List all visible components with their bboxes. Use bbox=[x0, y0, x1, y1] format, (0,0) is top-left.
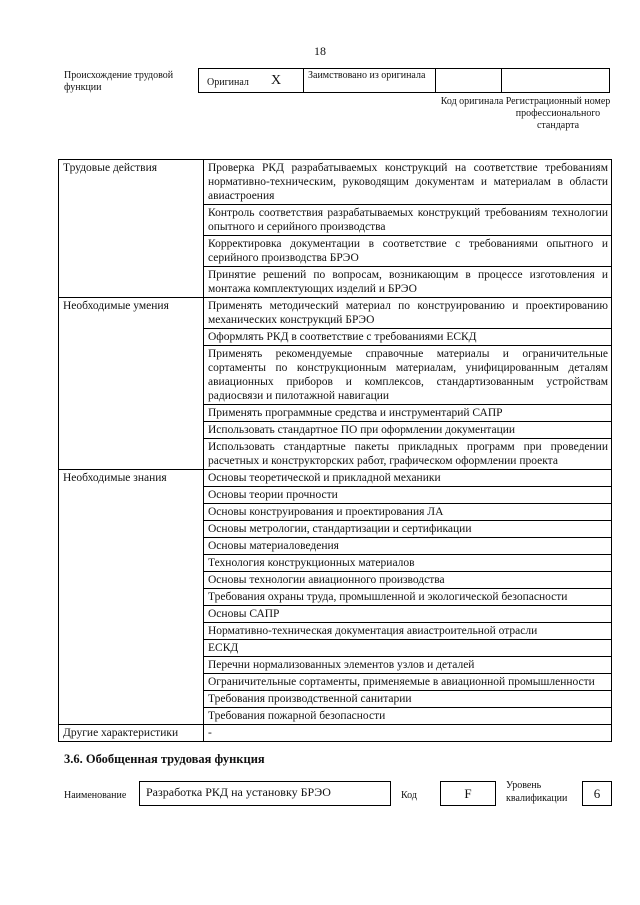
code-label: Код bbox=[401, 790, 417, 801]
origin-label: Происхождение трудовой функции bbox=[64, 70, 174, 93]
skills-item: Применять методический материал по конструированию и проектированию механических конструкций БРЭО bbox=[204, 298, 612, 329]
knowledge-item: Основы САПР bbox=[204, 606, 612, 623]
other-characteristics-value: - bbox=[204, 725, 612, 742]
other-characteristics-row bbox=[59, 725, 612, 742]
origin-code-caption: Код оригинала bbox=[440, 96, 504, 107]
labor-actions-item: Корректировка документации в соответствие с требованиями опытного и серийного производства БРЭО bbox=[204, 236, 612, 267]
skills-item: Использовать стандартные пакеты прикладных программ при проведении расчетных и конструкторских работ, графическом оформлении проекта bbox=[204, 439, 612, 470]
knowledge-item: Основы теоретической и прикладной механики bbox=[204, 470, 612, 487]
name-value: Разработка РКД на установку БРЭО bbox=[139, 781, 391, 806]
origin-original-label: Оригинал bbox=[207, 77, 249, 88]
skills-label: Необходимые умения bbox=[59, 298, 204, 470]
knowledge-item: Перечни нормализованных элементов узлов и деталей bbox=[204, 657, 612, 674]
code-value: F bbox=[440, 781, 496, 806]
labor-actions-item: Контроль соответствия разрабатываемых конструкций требованиям технологии опытного и серийного производства bbox=[204, 205, 612, 236]
skills-item: Применять рекомендуемые справочные материалы и ограничительные сортаменты по конструкционным материалам, унифицированным деталям авиационных приборов и комплексов, стандартизованным устройствам радиосвязи и пилотажной навигации bbox=[204, 346, 612, 405]
knowledge-item: Основы материаловедения bbox=[204, 538, 612, 555]
knowledge-item: Основы метрологии, стандартизации и сертификации bbox=[204, 521, 612, 538]
origin-borrowed-label: Заимствовано из оригинала bbox=[303, 69, 435, 92]
knowledge-item: Нормативно-техническая документация авиастроительной отрасли bbox=[204, 623, 612, 640]
skills-item: Применять программные средства и инструментарий САПР bbox=[204, 405, 612, 422]
knowledge-row bbox=[59, 470, 612, 487]
name-label: Наименование bbox=[64, 790, 127, 801]
origin-original-mark: X bbox=[271, 73, 282, 88]
knowledge-item: Основы технологии авиационного производства bbox=[204, 572, 612, 589]
origin-reg-number-cell bbox=[501, 69, 611, 92]
origin-code-cell bbox=[435, 69, 501, 92]
labor-actions-label: Трудовые действия bbox=[59, 160, 204, 298]
other-characteristics-label: Другие характеристики bbox=[59, 725, 204, 742]
knowledge-label: Необходимые знания bbox=[59, 470, 204, 725]
skills-item: Оформлять РКД в соответствие с требованиями ЕСКД bbox=[204, 329, 612, 346]
labor-actions-row bbox=[59, 160, 612, 205]
knowledge-item: Ограничительные сортаменты, применяемые в авиационной промышленности bbox=[204, 674, 612, 691]
skills-item: Использовать стандартное ПО при оформлении документации bbox=[204, 422, 612, 439]
qualification-level-label: Уровень квалификации bbox=[506, 780, 568, 804]
labor-actions-item: Принятие решений по вопросам, возникающим в процессе изготовления и монтажа комплектующих изделий и БРЭО bbox=[204, 267, 612, 298]
section-title: 3.6. Обобщенная трудовая функция bbox=[64, 752, 265, 766]
labor-actions-item: Проверка РКД разрабатываемых конструкций на соответствие требованиям нормативно-техническим, руководящим документам и материалам в области авиастроения bbox=[204, 160, 612, 205]
knowledge-item: Требования пожарной безопасности bbox=[204, 708, 612, 725]
labor-function-table bbox=[58, 159, 612, 742]
skills-row bbox=[59, 298, 612, 329]
knowledge-item: Требования производственной санитарии bbox=[204, 691, 612, 708]
knowledge-item: Основы теории прочности bbox=[204, 487, 612, 504]
knowledge-item: Технология конструкционных материалов bbox=[204, 555, 612, 572]
knowledge-item: Основы конструирования и проектирования ЛА bbox=[204, 504, 612, 521]
qualification-level-value: 6 bbox=[582, 781, 612, 806]
origin-box bbox=[198, 68, 610, 93]
knowledge-item: Требования охраны труда, промышленной и экологической безопасности bbox=[204, 589, 612, 606]
page-number: 18 bbox=[314, 44, 326, 58]
knowledge-item: ЕСКД bbox=[204, 640, 612, 657]
origin-reg-caption: Регистрационный номер профессионального стандарта bbox=[505, 96, 611, 131]
